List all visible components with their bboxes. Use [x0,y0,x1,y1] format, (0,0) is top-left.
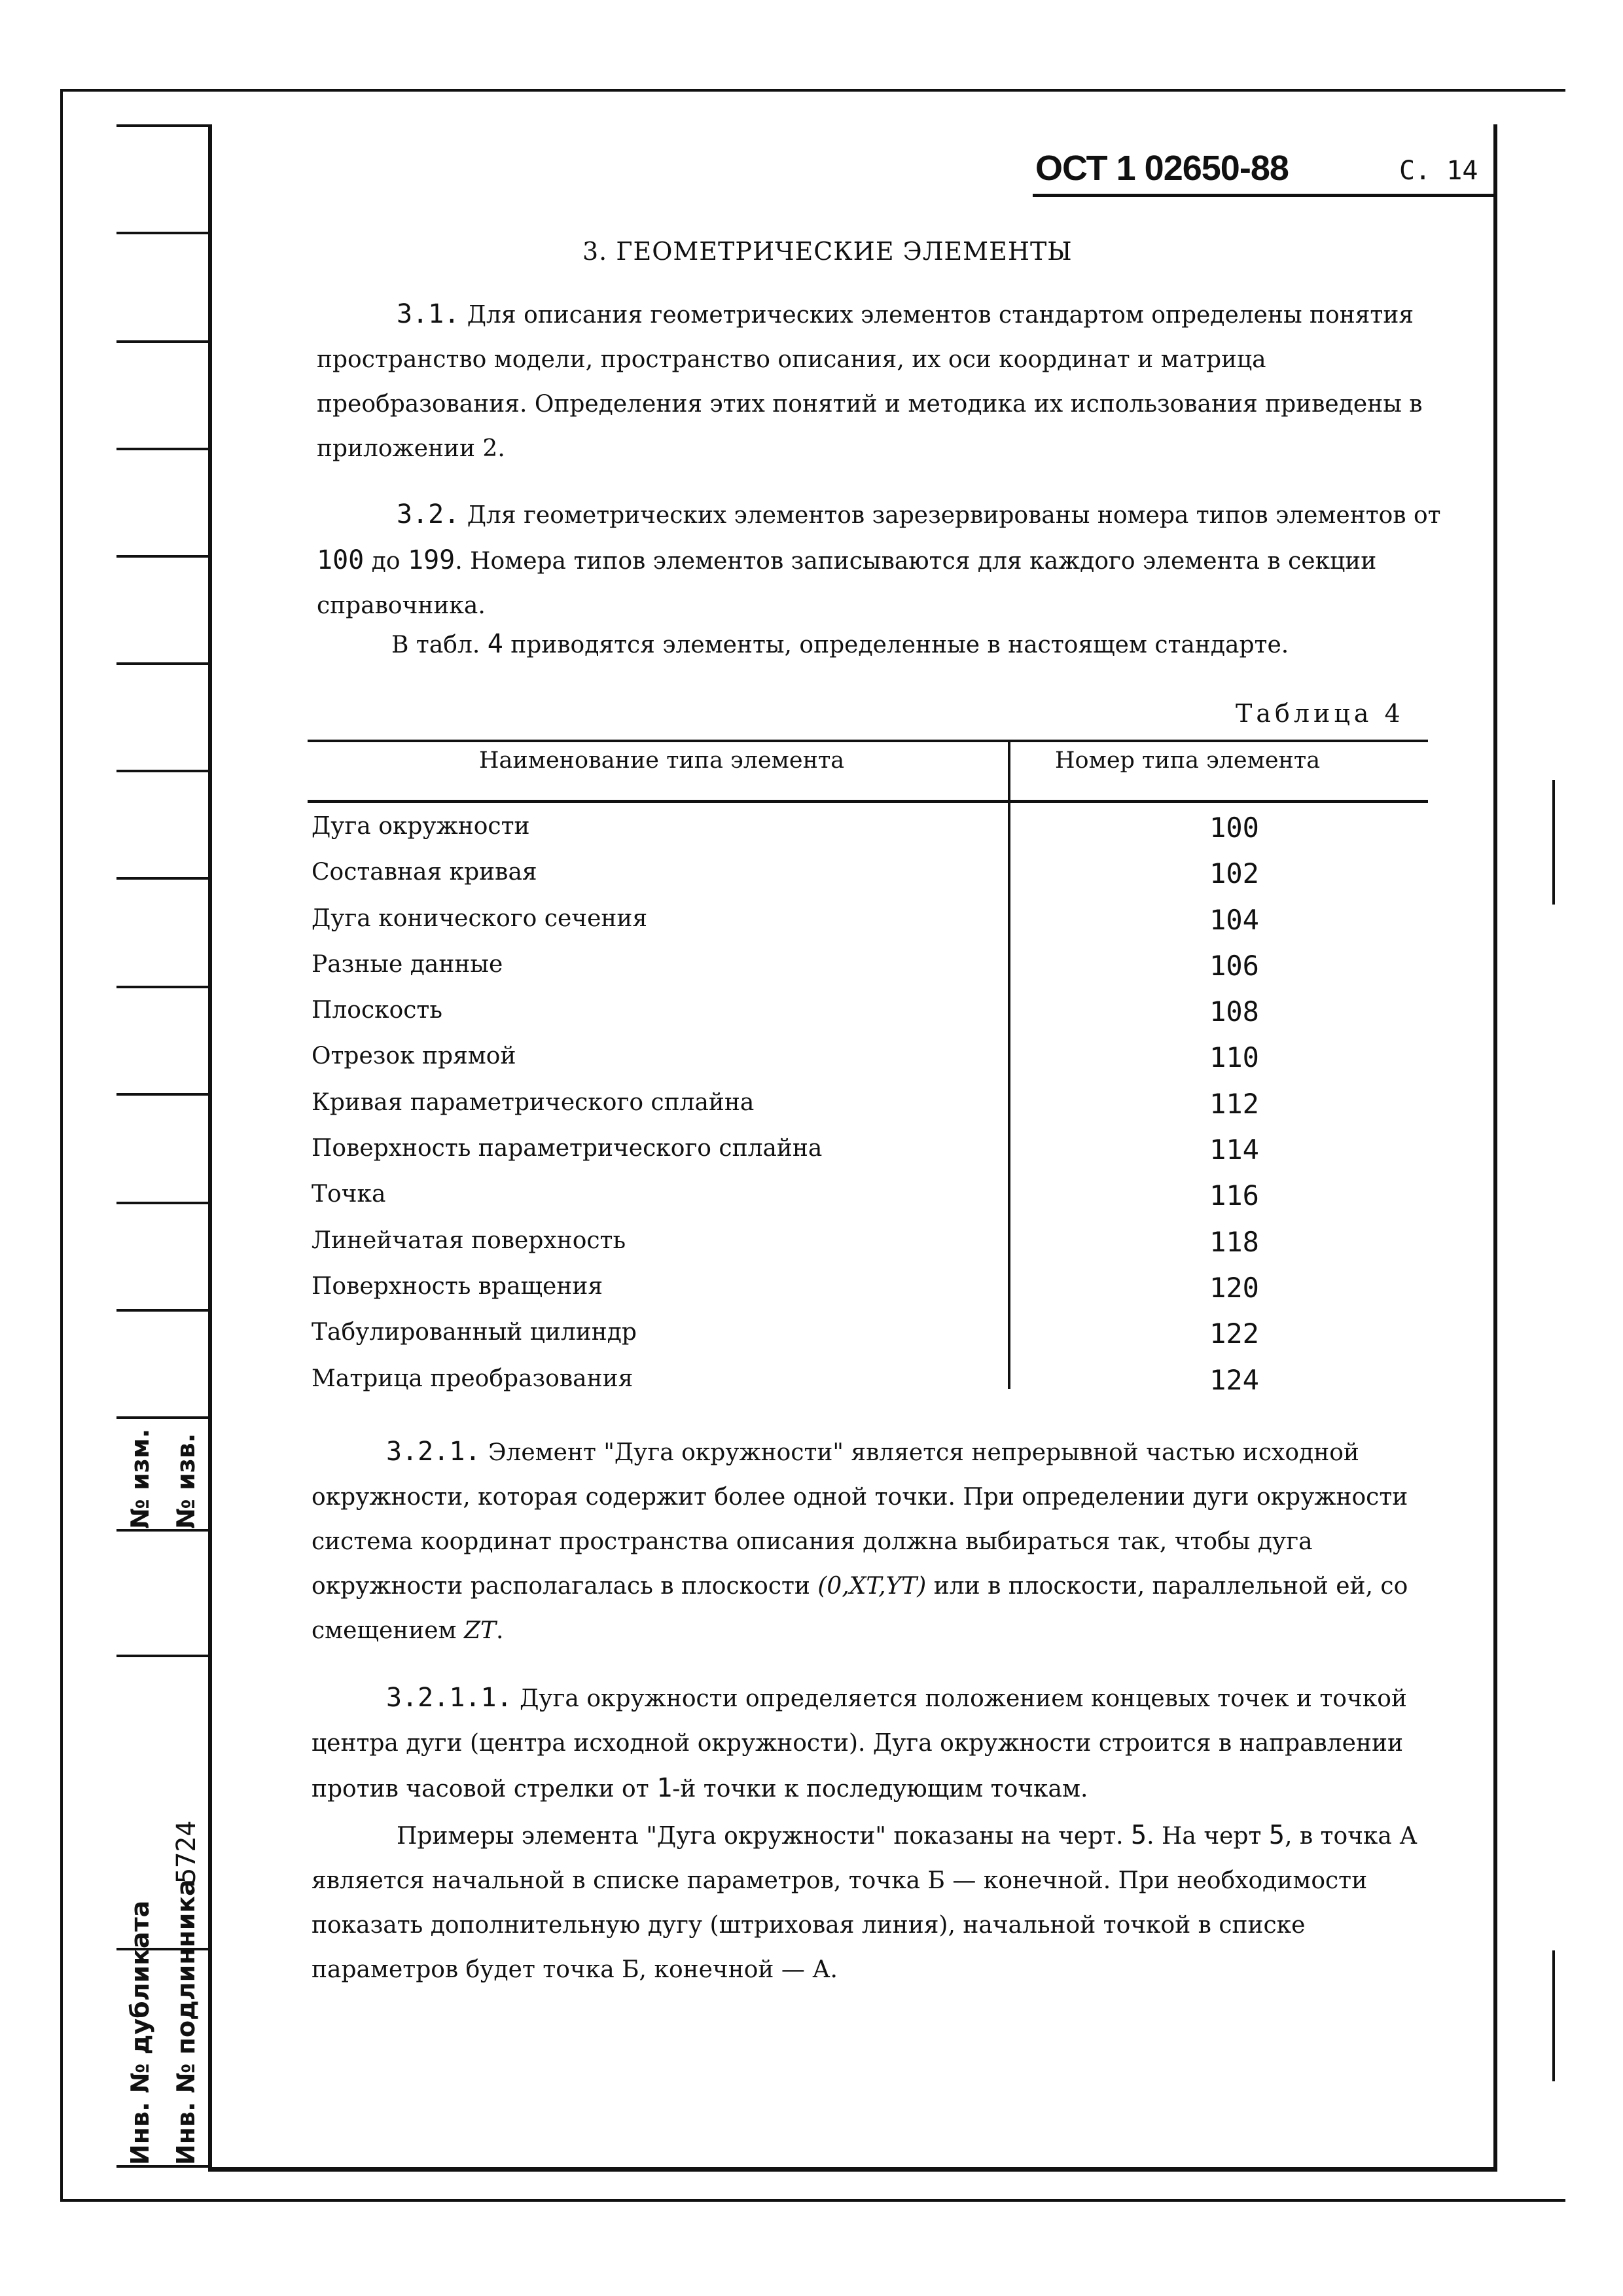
paragraph-3-2: 3.2. Для геометрических элементов зарезервированы номера типов элементов от 100 до 199. Номера типов элементов записываются для каждого элемента в секции справочника. [317,499,1441,619]
original-number: 5724 [171,1820,202,1884]
element-type-number: 124 [1209,1363,1259,1396]
section-title: 3. ГЕОМЕТРИЧЕСКИЕ ЭЛЕМЕНТЫ [582,237,1073,266]
paragraph-examples: Примеры элемента "Дуга окружности" показаны на черт. 5. На черт 5, в точка А является начальной в списке параметров, точка Б — конечной. При необходимости показать дополнительную дугу (штриховая линия), начальной точкой в списке параметров будет точка Б, конечной — А. [312,1820,1418,1983]
duplicate-label: Инв. № дубликата [126,1900,154,2165]
paragraph-3-2-1-1: 3.2.1.1. Дуга окружности определяется положением концевых точек и точкой центра дуги (центра исходной окружности). Дуга окружности строится в направлении против часовой стрелки от 1-й точки к последующим точкам. [312,1683,1407,1803]
table-row [312,899,1428,944]
element-type-name: Дуга окружности [312,813,530,840]
table-row [312,1128,1428,1174]
table-row [312,1266,1428,1312]
element-type-number: 102 [1209,857,1259,890]
table-row [312,852,1428,898]
table-row [312,1359,1428,1405]
element-type-number: 114 [1209,1134,1259,1166]
table-row [312,1083,1428,1128]
element-type-number: 116 [1209,1179,1259,1212]
clause-number: 3.2.1. [386,1437,481,1467]
range-to: 199 [407,545,455,575]
margin-columns [116,124,208,2172]
element-type-number: 100 [1209,812,1259,844]
table-body [312,806,1428,1405]
table-row [312,1174,1428,1220]
clause-number: 3.1. [397,299,460,329]
range-from: 100 [317,545,365,575]
element-type-number: 122 [1209,1318,1259,1350]
clause-number: 3.2. [397,499,460,529]
page-number: С. 14 [1399,156,1478,186]
frame-edge-mark [1552,780,1555,905]
paragraph-3-2-1: 3.2.1. Элемент "Дуга окружности" является непрерывной частью исходной окружности, которая содержит более одной точки. При определении дуги окружности система координат пространства описания должна выбираться так, чтобы дуга окружности располагалась в плоскости (0,XT,YT) или в плоскости, параллельной ей, со смещением ZT. [312,1437,1408,1644]
table-row [312,1221,1428,1266]
element-type-name: Линейчатая поверхность [312,1227,626,1254]
standard-code: ОСТ 1 02650-88 [1035,149,1289,188]
table-row [312,806,1428,852]
element-type-number: 104 [1209,903,1259,936]
element-type-number: 106 [1209,949,1259,982]
original-label: Инв. № подлинника [171,1879,200,2165]
element-type-name: Составная кривая [312,859,537,886]
table-row [312,1312,1428,1358]
element-type-number: 110 [1209,1041,1259,1074]
header-rule [1033,194,1497,197]
element-type-name: Кривая параметрического сплайна [312,1088,755,1116]
izm-label: № изм. [126,1428,154,1529]
table-row [312,944,1428,990]
element-type-name: Табулированный цилиндр [312,1319,637,1346]
element-type-name: Матрица преобразования [312,1365,633,1392]
element-type-name: Отрезок прямой [312,1043,516,1070]
element-type-name: Плоскость [312,997,442,1024]
element-type-number: 108 [1209,996,1259,1028]
element-type-name: Дуга конического сечения [312,905,648,932]
izv-label: № изв. [171,1433,200,1529]
paragraph-3-1 [317,292,1442,471]
paragraph-text: Для описания геометрических элементов стандартом определены понятия пространство модели, пространство описания, их оси координат и матрица преобразования. Определения этих понятий и методика их использования приведены в приложении 2. [317,302,1423,462]
element-type-number: 118 [1209,1225,1259,1258]
plane-notation: (0,XT,YT) [817,1573,927,1600]
table-ref: 4 [487,629,503,659]
element-type-number: 112 [1209,1087,1259,1120]
table-row [312,1036,1428,1082]
offset-notation: ZT [463,1617,497,1644]
element-type-name: Поверхность параметрического сплайна [312,1135,823,1162]
table-row [312,990,1428,1036]
column-header-code: Номер типа элемента [1055,747,1321,774]
table-caption: Таблица 4 [1236,699,1404,728]
paragraph-table-intro: В табл. 4 приводятся элементы, определенные в настоящем стандарте. [391,629,1289,659]
table-top-rule [308,740,1428,742]
frame-edge-mark [1552,1950,1555,2081]
element-type-number: 120 [1209,1271,1259,1304]
element-type-name: Разные данные [312,950,503,978]
table-header-rule [308,800,1428,803]
clause-number: 3.2.1.1. [386,1683,512,1713]
element-type-name: Точка [312,1181,386,1208]
element-type-name: Поверхность вращения [312,1272,603,1300]
column-header-name: Наименование типа элемента [479,747,845,774]
